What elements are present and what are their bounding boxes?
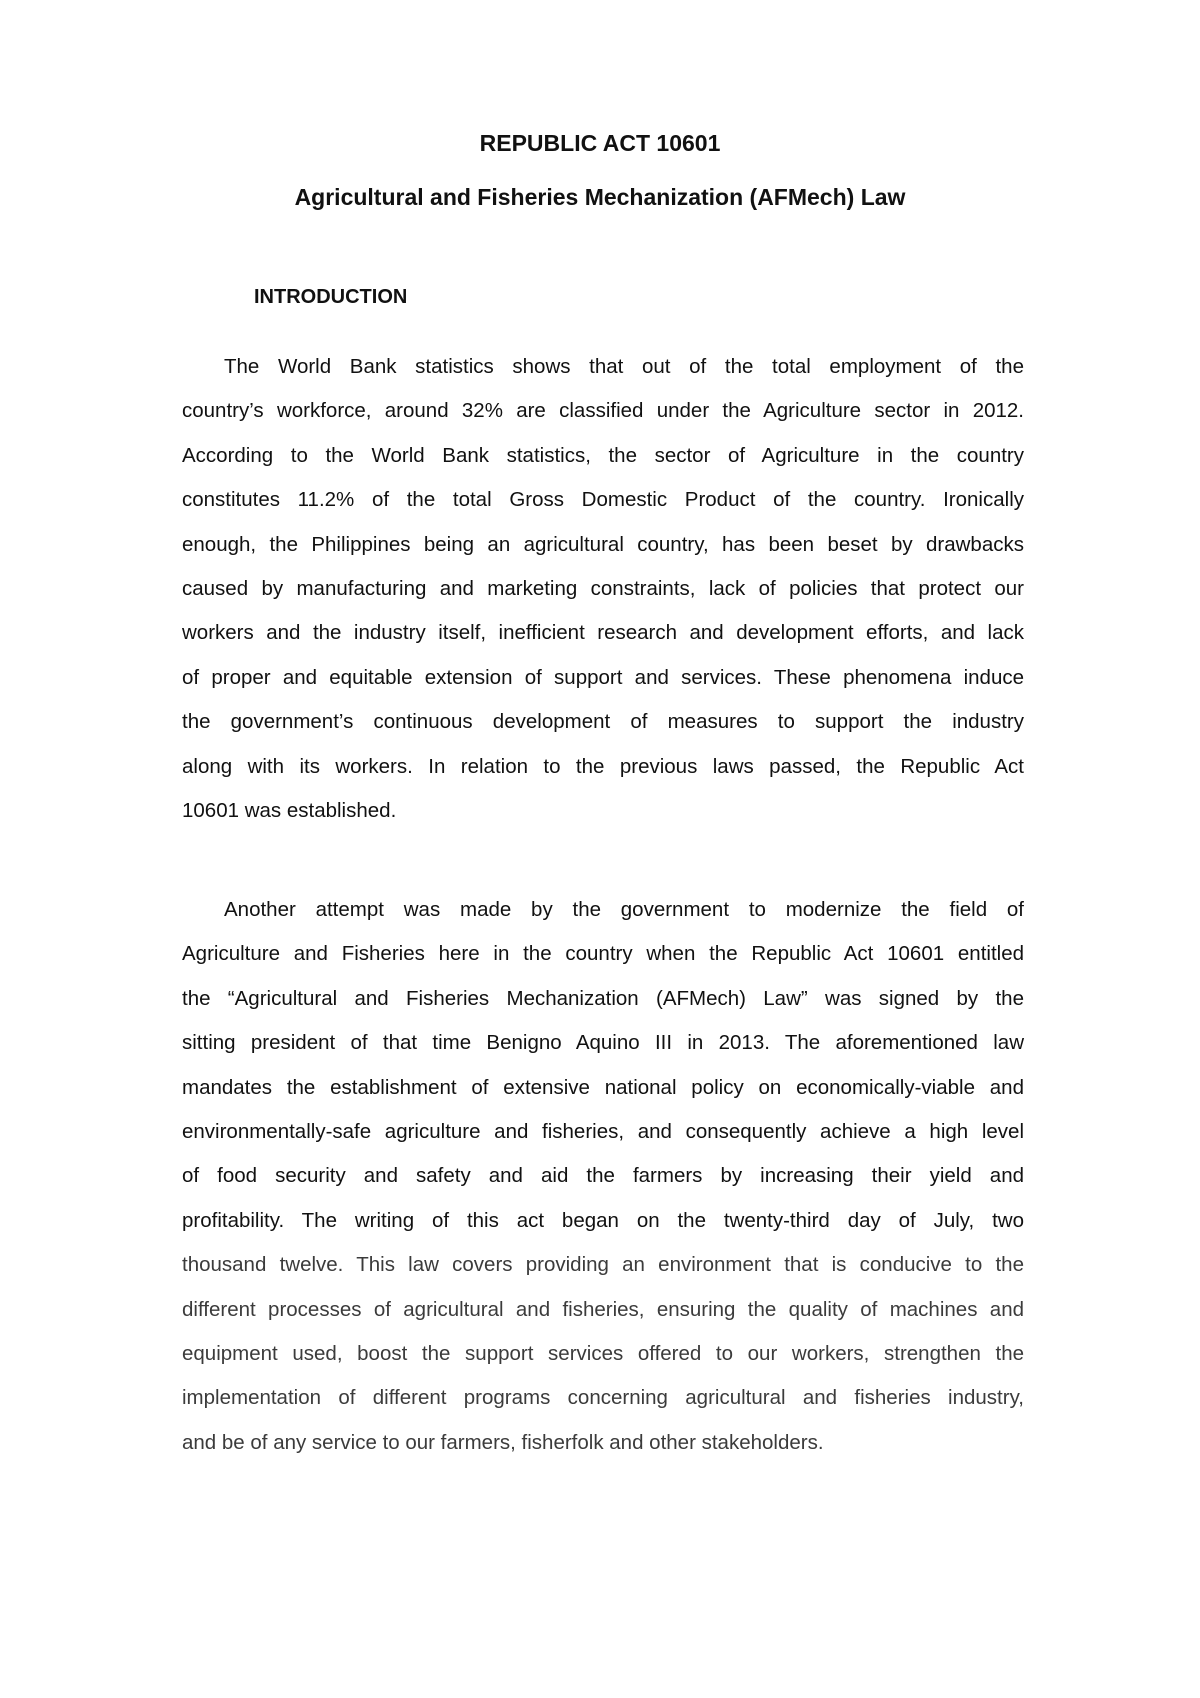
- document-title: REPUBLIC ACT 10601: [479, 130, 721, 156]
- paragraph-line: of food security and safety and aid the farmers by increasing their yield and: [182, 1164, 1024, 1188]
- paragraph-line: different processes of agricultural and fisheries, ensuring the quality of machines and: [182, 1297, 1024, 1321]
- paragraph-line: Another attempt was made by the government to modernize the field of: [224, 898, 1024, 921]
- paragraph-line: implementation of different programs concerning agricultural and fisheries industry,: [182, 1386, 1024, 1410]
- paragraph-line: the “Agricultural and Fisheries Mechanization (AFMech) Law” was signed by the: [182, 986, 1024, 1010]
- paragraph-line: country’s workforce, around 32% are classified under the Agriculture sector in 2012.: [182, 399, 1024, 423]
- paragraph-line: and be of any service to our farmers, fisherfolk and other stakeholders.: [182, 1430, 824, 1454]
- paragraph-line: the government’s continuous development of measures to support the industry: [182, 710, 1024, 734]
- paragraph-line: constitutes 11.2% of the total Gross Domestic Product of the country. Ironically: [182, 488, 1024, 512]
- introduction-paragraph-2: [182, 888, 1024, 1465]
- section-heading-introduction: INTRODUCTION: [254, 286, 408, 308]
- paragraph-line: mandates the establishment of extensive national policy on economically-viable and: [182, 1075, 1024, 1099]
- paragraph-line: along with its workers. In relation to the previous laws passed, the Republic Act: [182, 754, 1024, 778]
- paragraph-line: equipment used, boost the support services offered to our workers, strengthen the: [182, 1341, 1024, 1365]
- paragraph-line: thousand twelve. This law covers providing an environment that is conducive to the: [182, 1253, 1024, 1277]
- paragraph-line: 10601 was established.: [182, 798, 397, 822]
- paragraph-line: enough, the Philippines being an agricultural country, has been beset by drawbacks: [182, 532, 1024, 556]
- paragraph-line: of proper and equitable extension of support and services. These phenomena induce: [182, 665, 1024, 689]
- paragraph-line: Agriculture and Fisheries here in the country when the Republic Act 10601 entitled: [182, 942, 1024, 966]
- paragraph-line: profitability. The writing of this act began on the twenty-third day of July, two: [182, 1208, 1024, 1232]
- document-subtitle: Agricultural and Fisheries Mechanization (AFMech) Law: [294, 184, 906, 210]
- paragraph-line: The World Bank statistics shows that out of the total employment of the: [224, 355, 1024, 378]
- paragraph-line: caused by manufacturing and marketing constraints, lack of policies that protect our: [182, 576, 1024, 600]
- paragraph-line: environmentally-safe agriculture and fisheries, and consequently achieve a high level: [182, 1119, 1024, 1143]
- introduction-paragraph-1: [182, 345, 1024, 833]
- paragraph-line: workers and the industry itself, inefficient research and development efforts, and lack: [182, 621, 1024, 645]
- paragraph-line: According to the World Bank statistics, the sector of Agriculture in the country: [182, 443, 1024, 467]
- paragraph-line: sitting president of that time Benigno Aquino III in 2013. The aforementioned law: [182, 1031, 1024, 1055]
